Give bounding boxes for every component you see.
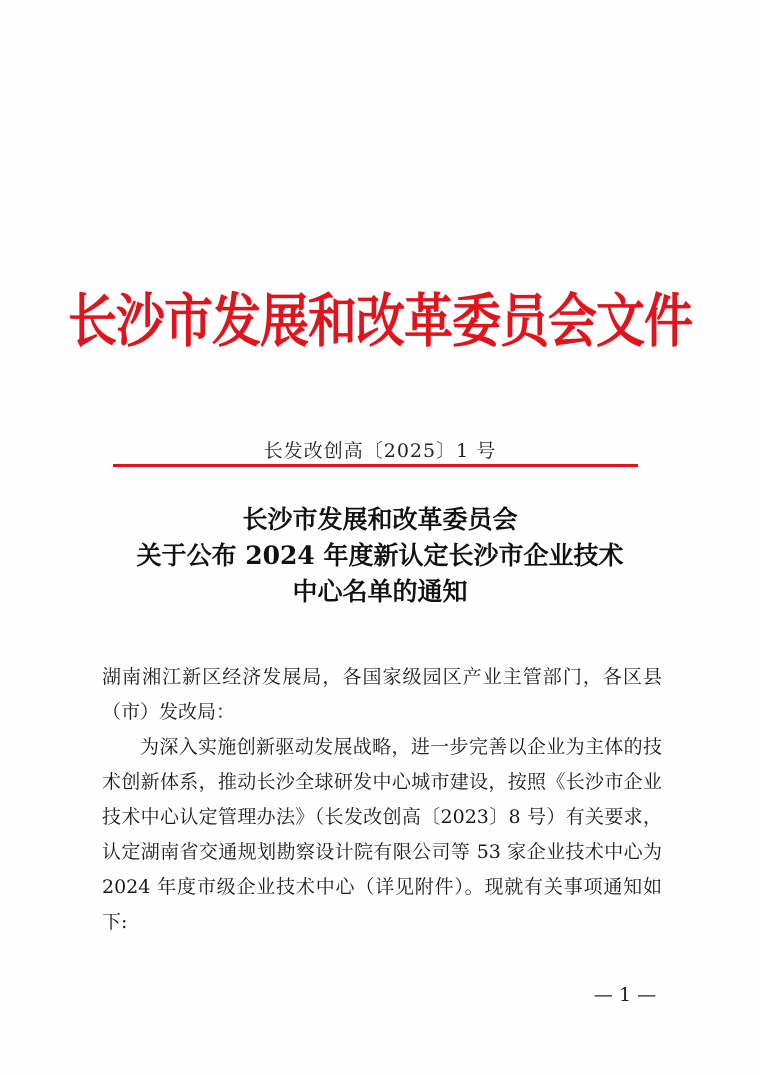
title-line-2: 关于公布 2024 年度新认定长沙市企业技术 [136, 541, 624, 570]
title-line-1: 长沙市发展和改革委员会 [242, 505, 518, 534]
body-paragraph: 为深入实施创新驱动发展战略，进一步完善以企业为主体的技术创新体系，推动长沙全球研发中心城市建设，按照《长沙市企业技术中心认定管理办法》（长发改创高〔2023〕8 号）有关要求，认定湖南省交通规划勘察设计院有限公司等 53 家企业技术中心为 2024 年度市级企业技术中心（详见附件）。现就有关事项通知如下: [102, 736, 662, 933]
page-number: — 1 — [593, 984, 657, 1006]
document-title [0, 502, 760, 610]
issuer-banner: 长沙市发展和改革委员会文件 [67, 287, 692, 356]
document-body [102, 660, 662, 940]
document-number: 长发改创高〔2025〕1 号 [263, 440, 497, 462]
addressee: 湖南湘江新区经济发展局，各国家级园区产业主管部门，各区县（市）发改局： [102, 666, 662, 723]
title-line-3: 中心名单的通知 [292, 577, 468, 606]
red-divider-line [113, 464, 638, 467]
